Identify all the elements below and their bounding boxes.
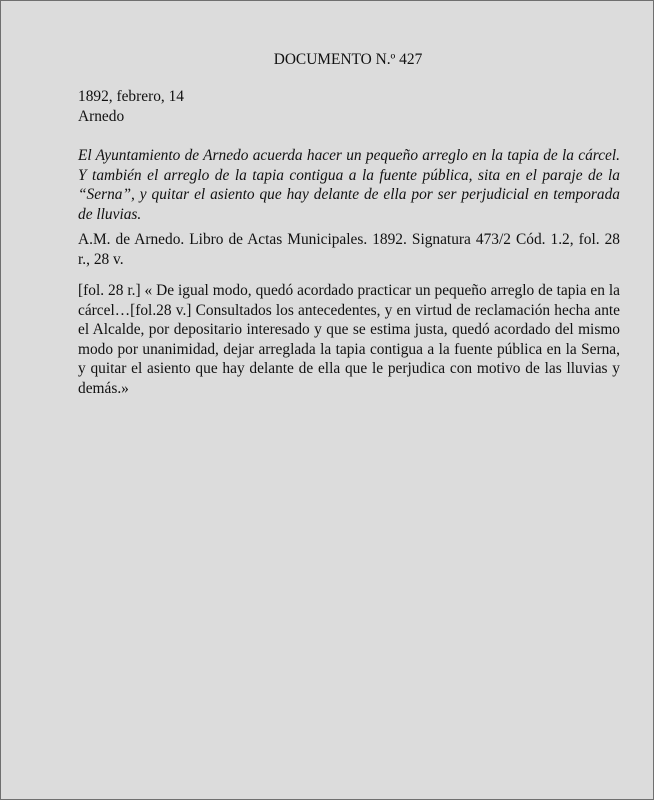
transcription-text: [fol. 28 r.] « De igual modo, quedó acordado practicar un pequeño arreglo de tapia en la cárcel…[fol.28 v.] Consultados los antecedentes, y en virtud de reclamación hecha ante el Alcalde, por depositario interesado y que se estima justa, quedó acordado del mismo modo por unanimidad, dejar arreglada la tapia contigua a la fuente pública en la Serna, y quitar el asiento que hay delante de ella que le perjudica con motivo de las lluvias y demás.»	[78, 282, 620, 397]
document-meta	[78, 87, 184, 126]
document-summary: El Ayuntamiento de Arnedo acuerda hacer un pequeño arreglo en la tapia de la cárcel. Y también el arreglo de la tapia contigua a la fuente pública, sita en el paraje de la “Serna”, y quitar el asiento que hay delante de ella por ser perjudicial en temporada de lluvias.	[78, 147, 620, 223]
archival-source: A.M. de Arnedo. Libro de Actas Municipales. 1892. Signatura 473/2 Cód. 1.2, fol. 28 r., 28 v.	[78, 231, 620, 268]
document-date: 1892, febrero, 14	[78, 88, 184, 105]
document-place: Arnedo	[78, 107, 125, 125]
document-title: DOCUMENTO N.º 427	[273, 51, 423, 68]
